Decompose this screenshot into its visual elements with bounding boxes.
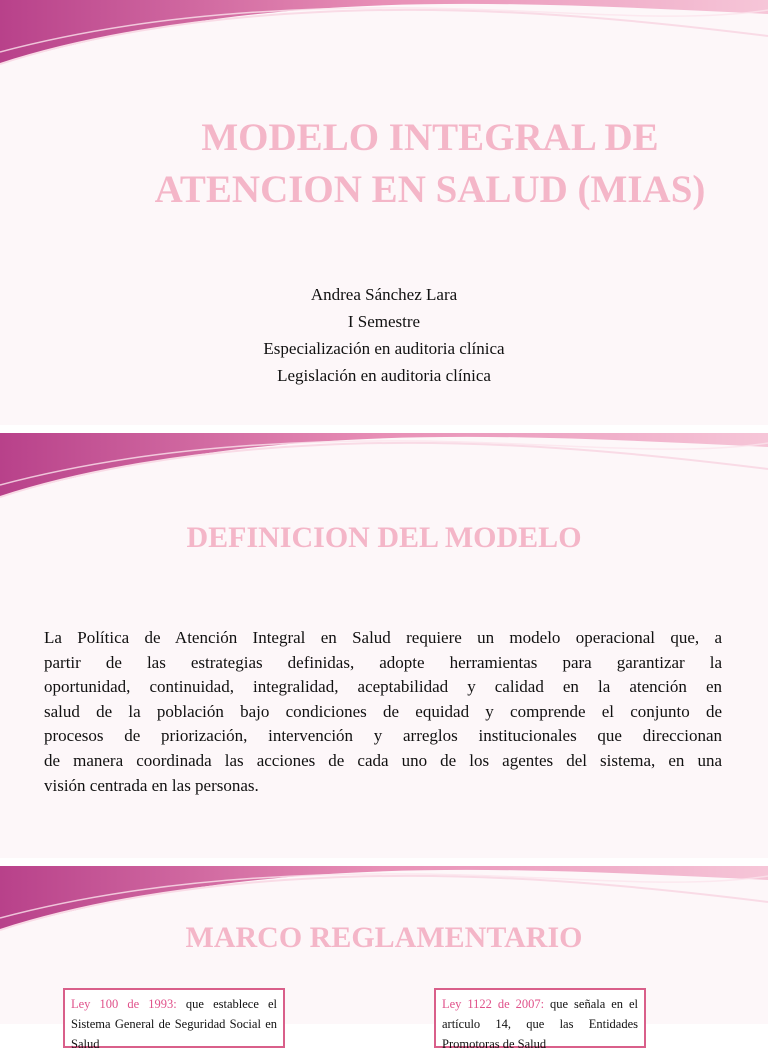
title-line-2: ATENCION EN SALUD (MIAS)	[154, 168, 706, 211]
pink-wave-decoration	[0, 0, 768, 70]
section-heading: DEFINICION DEL MODELO	[186, 521, 582, 554]
paragraph-line: visión centrada en las personas.	[44, 775, 259, 795]
course: Legislación en auditoria clínica	[277, 366, 491, 385]
paragraph-line: partir de las estrategias definidas, adopte herramientas para garantizar la	[44, 652, 722, 672]
title-line-1: MODELO INTEGRAL DE	[201, 116, 659, 159]
law-reference: Ley 1122 de 2007:	[442, 997, 545, 1011]
slide-title	[0, 0, 768, 425]
section-heading: MARCO REGLAMENTARIO	[185, 921, 583, 954]
presentation-title	[120, 112, 740, 216]
paragraph-line: La Política de Atención Integral en Salud requiere un modelo operacional que, a	[44, 628, 722, 647]
paragraph-line: salud de la población bajo condiciones de equidad y comprende el conjunto de	[44, 701, 722, 721]
paragraph-line: procesos de priorización, intervención y arreglos institucionales que direccionan	[44, 726, 722, 746]
law-box-ley-1122	[434, 988, 646, 1051]
paragraph-line: de manera coordinada las acciones de cada uno de los agentes del sistema, en una	[44, 750, 722, 770]
specialization: Especialización en auditoria clínica	[263, 339, 505, 358]
law-description: que señala en el artículo 14, que las Entidades Promotoras de Salud	[442, 997, 638, 1051]
slide-definition	[0, 433, 768, 858]
paragraph-line: oportunidad, continuidad, integralidad, aceptabilidad y calidad en la atención en	[44, 677, 722, 697]
pink-wave-decoration	[0, 433, 768, 503]
law-reference: Ley 100 de 1993:	[71, 997, 177, 1011]
author-name: Andrea Sánchez Lara	[310, 285, 458, 304]
semester: I Semestre	[347, 312, 421, 331]
definition-paragraph	[44, 626, 722, 798]
law-description: que establece el Sistema General de Seguridad Social en Salud	[71, 997, 277, 1051]
law-box-ley-100	[63, 988, 285, 1051]
slide-regulatory-framework	[0, 866, 768, 1051]
author-info	[0, 281, 768, 389]
